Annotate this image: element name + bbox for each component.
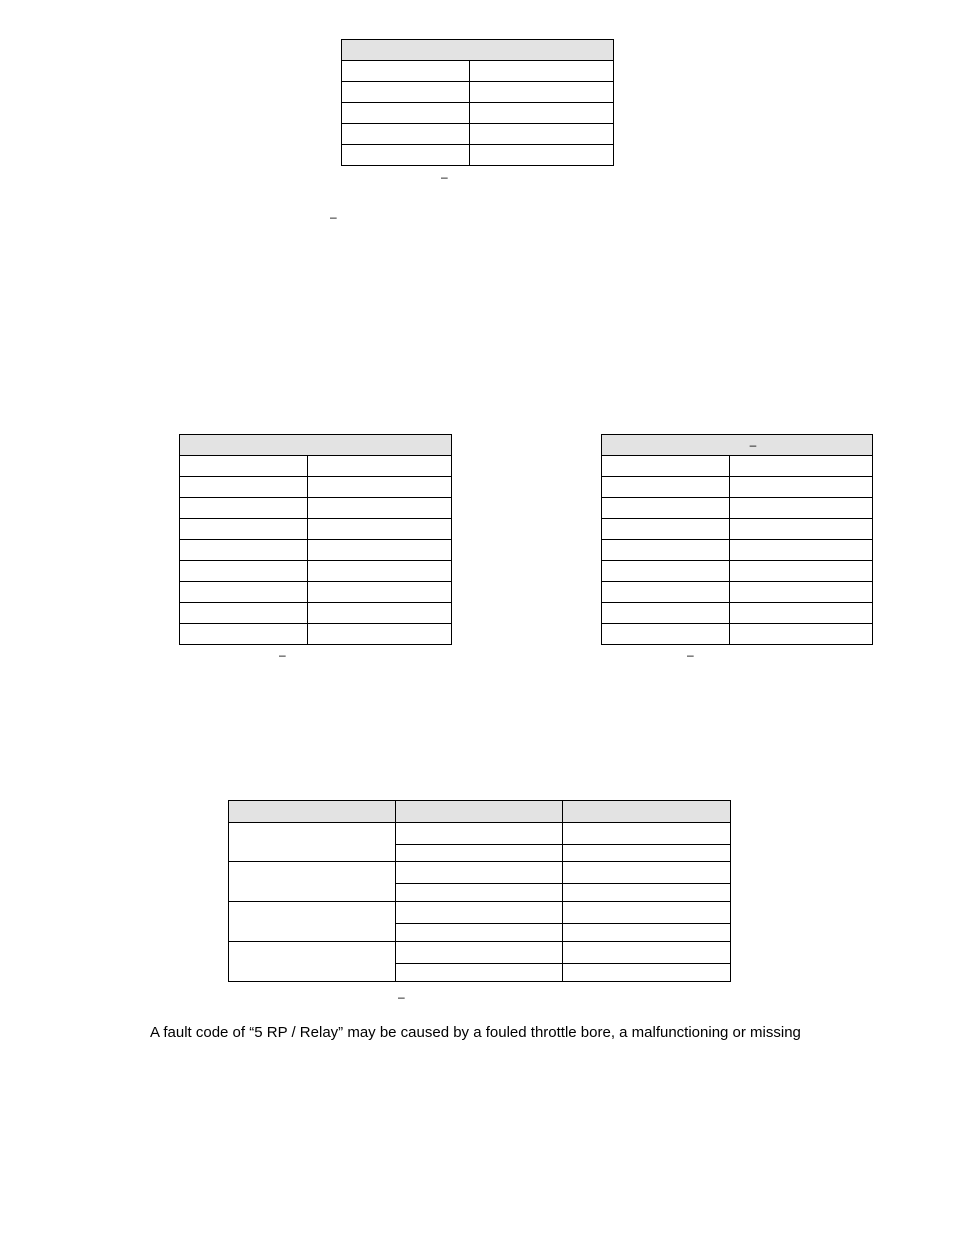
table-row — [180, 624, 452, 645]
table-row — [229, 862, 731, 884]
table-1-caption: – — [441, 170, 448, 184]
table-row — [342, 82, 614, 103]
table-row — [229, 902, 731, 924]
table-row — [180, 582, 452, 603]
table-row — [602, 582, 873, 603]
table-4-header-2 — [396, 801, 563, 823]
table-2-caption: – — [279, 648, 286, 662]
table-row — [342, 124, 614, 145]
table-row — [602, 477, 873, 498]
table-row — [602, 498, 873, 519]
table-3 — [601, 434, 873, 645]
table-row — [180, 540, 452, 561]
table-4 — [228, 800, 731, 982]
table-row — [602, 540, 873, 561]
text-fragment: – — [330, 210, 337, 224]
table-1 — [341, 39, 614, 166]
table-row — [229, 823, 731, 845]
table-2-header — [180, 435, 452, 456]
body-paragraph: A fault code of “5 RP / Relay” may be caused by a fouled throttle bore, a malfunctioning or missing — [150, 1024, 801, 1041]
table-row — [229, 942, 731, 964]
table-4-header-1 — [229, 801, 396, 823]
table-3-caption: – — [687, 648, 694, 662]
table-1-header — [342, 40, 614, 61]
table-4-header-3 — [563, 801, 731, 823]
table-row — [602, 519, 873, 540]
table-row — [180, 519, 452, 540]
table-2 — [179, 434, 452, 645]
table-row — [180, 498, 452, 519]
table-row — [602, 456, 873, 477]
table-row — [342, 145, 614, 166]
table-row — [180, 603, 452, 624]
table-row — [180, 561, 452, 582]
table-row — [602, 624, 873, 645]
table-row — [180, 456, 452, 477]
table-3-header: – — [602, 435, 873, 456]
table-row — [180, 477, 452, 498]
table-row — [342, 61, 614, 82]
table-row — [602, 561, 873, 582]
table-4-caption: – — [398, 990, 405, 1004]
table-row — [602, 603, 873, 624]
table-row — [342, 103, 614, 124]
